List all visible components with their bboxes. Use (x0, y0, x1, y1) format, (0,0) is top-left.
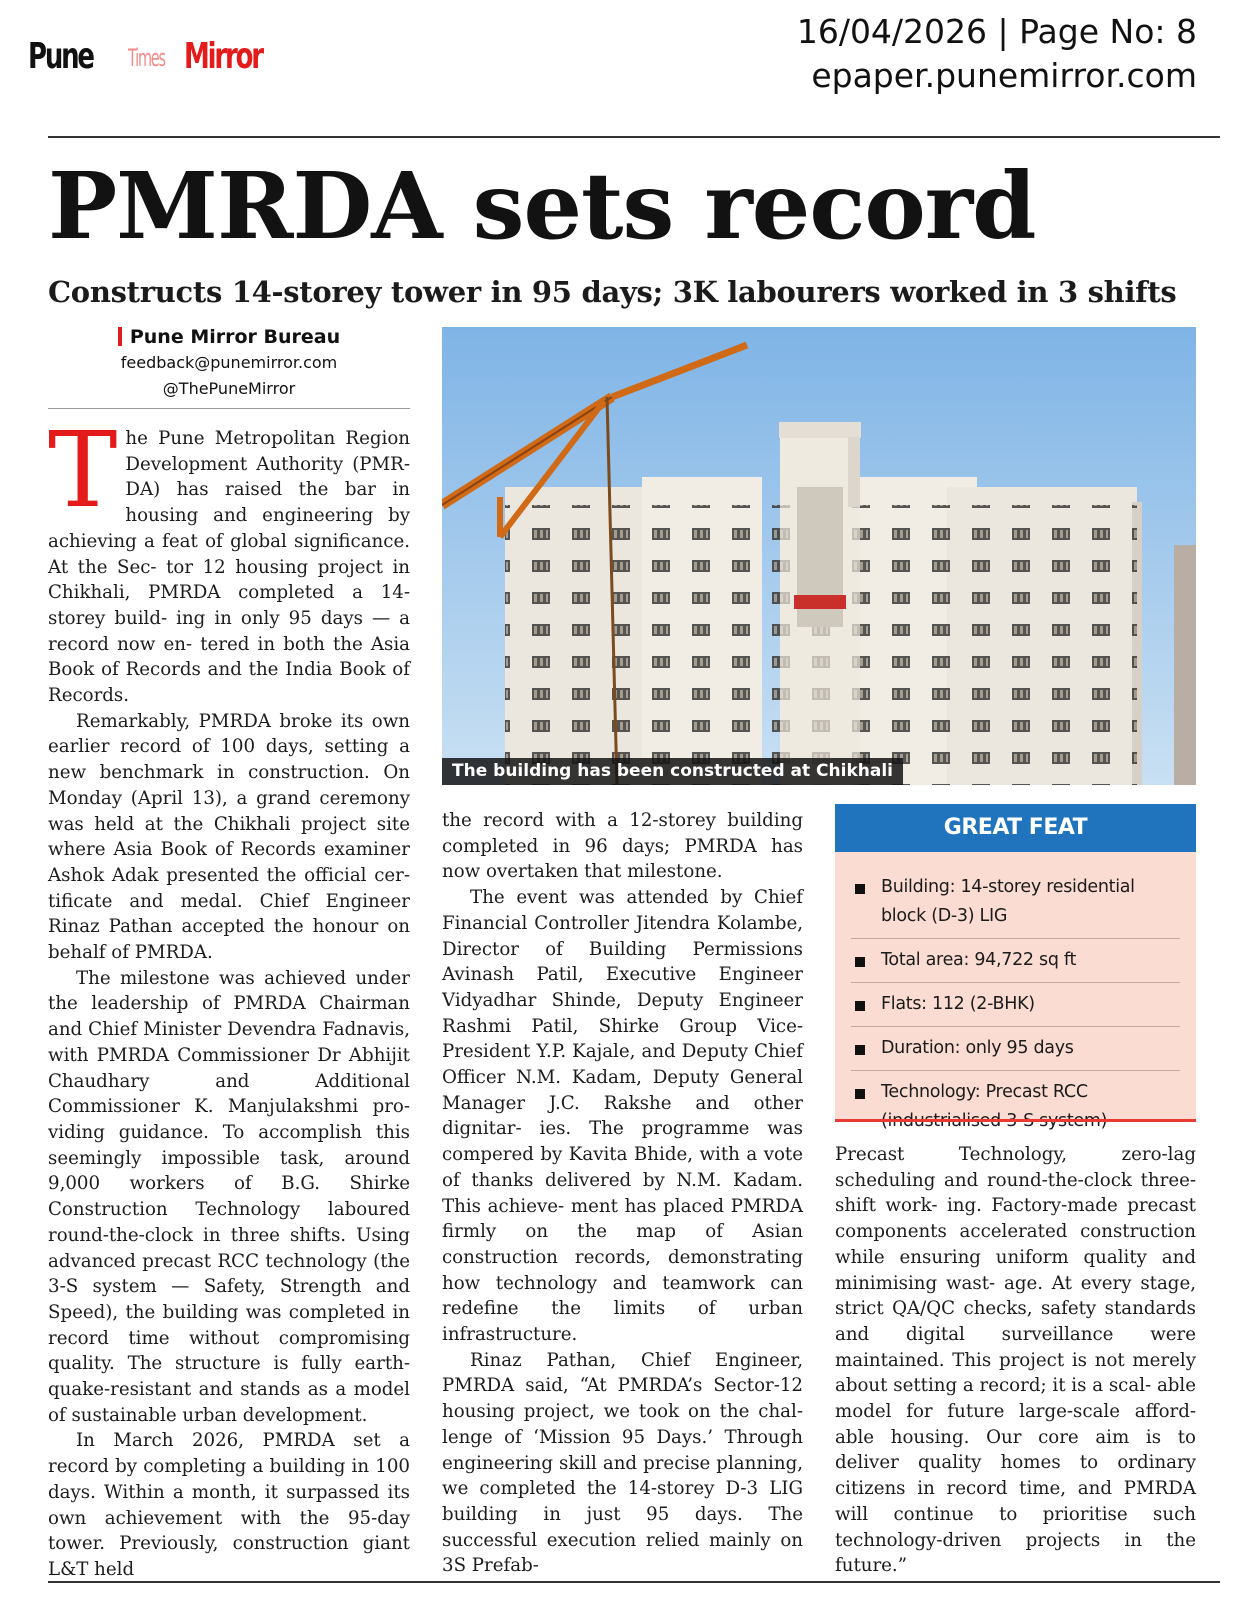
subheadline: Constructs 14-storey tower in 95 days; 3K labourers worked in 3 shifts (48, 275, 1177, 309)
great-feat-item (851, 983, 1180, 1027)
paragraph (48, 409, 410, 709)
great-feat-item-text: Duration: only 95 days (881, 1038, 1074, 1058)
great-feat-item-text: Building: 14-storey residential block (D-3) LIG (881, 877, 1135, 926)
great-feat-item (851, 1027, 1180, 1071)
masthead-logo (28, 30, 268, 90)
logo-times: Times (128, 44, 165, 72)
great-feat-item-text: Total area: 94,722 sq ft (881, 950, 1077, 970)
great-feat-item (851, 1071, 1180, 1143)
bullet-square-icon (855, 884, 865, 894)
photo-caption: The building has been constructed at Chikhali (442, 758, 903, 785)
article-column-1 (48, 409, 410, 1583)
article-column-2 (442, 808, 803, 1579)
paragraph: The event was attended by Chief Financial Controller Jitendra Kolambe, Director of Building Permissions Avinash Patil, Executive Engineer Vidyadhar Shinde, Deputy Engineer Rashmi Patil, Shirke Group Vice- President Y.P. Kajale, and Deputy Chief Officer N.M. Kadam, Deputy General Manager J.C. Rakshe and other dignitar- ies. The programme was compered by Kavita Bhide, with a vote of thanks delivered by N.M. Kadam. This achieve- ment has placed PMRDA firmly on the map of Asian construction records, demonstrating how technology and teamwork can redefine the limits of urban infrastructure. (442, 887, 803, 1346)
neighbour-building (1174, 545, 1196, 785)
paragraph: the record with a 12-storey building completed in 96 days; PMRDA has now overtaken that milestone. (442, 810, 803, 883)
logo-mirror: Mirror (184, 36, 262, 77)
epaper-url[interactable]: epaper.punemirror.com (811, 56, 1197, 95)
dateline (797, 10, 1197, 98)
date-page-number: 16/04/2026 | Page No: 8 (796, 12, 1197, 51)
byline-handle[interactable]: @ThePuneMirror (162, 379, 296, 398)
bullet-square-icon (855, 1045, 865, 1055)
byline (48, 324, 410, 402)
great-feat-item (851, 939, 1180, 983)
great-feat-box (835, 804, 1196, 1122)
headline: PMRDA sets record (48, 152, 1036, 260)
great-feat-item-text: Technology: Precast RCC (881, 1082, 1088, 1102)
great-feat-list (835, 852, 1196, 1143)
great-feat-item (851, 866, 1180, 939)
bullet-square-icon (855, 957, 865, 967)
building-photo (442, 327, 1196, 785)
bullet-square-icon (855, 1089, 865, 1099)
paragraph: Rinaz Pathan, Chief Engineer, PMRDA said, “At PMRDA’s Sector-12 housing project, we took on the chal- lenge of ‘Mission 95 Days.’ Through engineering skill and precise planning, we completed the 14-storey D-3 LIG building in just 95 days. The successful execution relied mainly on 3S Prefab- (442, 1349, 803, 1577)
article-column-3 (835, 1142, 1196, 1579)
great-feat-title: GREAT FEAT (835, 804, 1196, 852)
paragraph-text: he Pune Metropolitan Region Development Authority (PMR- DA) has raised the bar in housing and engineering by achieving a feat of global significance. At the Sec- tor 12 housing project in Chikhali, PMRDA completed a 14-storey build- ing in only 95 days — a record now en- tered in both the Asia Book of Records and the India Book of Records. (48, 428, 410, 707)
bottom-divider (48, 1581, 1220, 1583)
byline-email[interactable]: feedback@punemirror.com (120, 353, 338, 372)
byline-name (48, 324, 410, 350)
top-divider (48, 136, 1220, 138)
great-feat-bottom-rule (835, 1119, 1196, 1122)
bullet-square-icon (855, 1001, 865, 1011)
paragraph: The milestone was achieved under the leadership of PMRDA Chairman and Chief Minister Devendra Fadnavis, with PMRDA Commissioner Dr Abhijit Chaudhary and Additional Commissioner K. Manjulakshmi pro- viding guidance. To accomplish this seemingly impossible task, around 9,000 workers of B.G. Shirke Construction Technology laboured round-the-clock in three shifts. Using advanced precast RCC technology (the 3-S system — Safety, Strength and Speed), the building was completed in record time without compromising quality. The structure is fully earth- quake-resistant and stands as a model of sustainable urban development. (48, 967, 410, 1426)
paragraph: In March 2026, PMRDA set a record by completing a building in 100 days. Within a month, it surpassed its own achievement with the 95-day tower. Previously, construction giant L&T held (48, 1430, 410, 1580)
drop-cap: T (48, 409, 118, 531)
great-feat-item-text: Flats: 112 (2-BHK) (881, 994, 1035, 1014)
byline-name-text: Pune Mirror Bureau (129, 326, 341, 348)
paragraph: Remarkably, PMRDA broke its own earlier record of 100 days, setting a new benchmark in construction. On Monday (April 13), a grand ceremony was held at the Chikhali project site where Asia Book of Records examiner Ashok Adak presented the official cer- tificate and medal. Chief Engineer Rinaz Pathan accepted the honour on behalf of PMRDA. (48, 710, 410, 964)
building-illustration (442, 327, 1196, 785)
byline-accent-bar (118, 327, 122, 346)
logo-pune: Pune (28, 36, 93, 77)
paragraph: Precast Technology, zero-lag scheduling and round-the-clock three-shift work- ing. Factory-made precast components accelerated construction while ensuring uniform quality and minimising wast- age. At every stage, strict QA/QC checks, safety standards and digital surveillance were maintained. This project is not merely about setting a record; it is a scal- able model for future large-scale afford- able housing. Our core aim is to deliver quality homes to ordinary citizens in record time, and PMRDA will continue to prioritise such technology-driven projects in the future.” (835, 1144, 1197, 1577)
